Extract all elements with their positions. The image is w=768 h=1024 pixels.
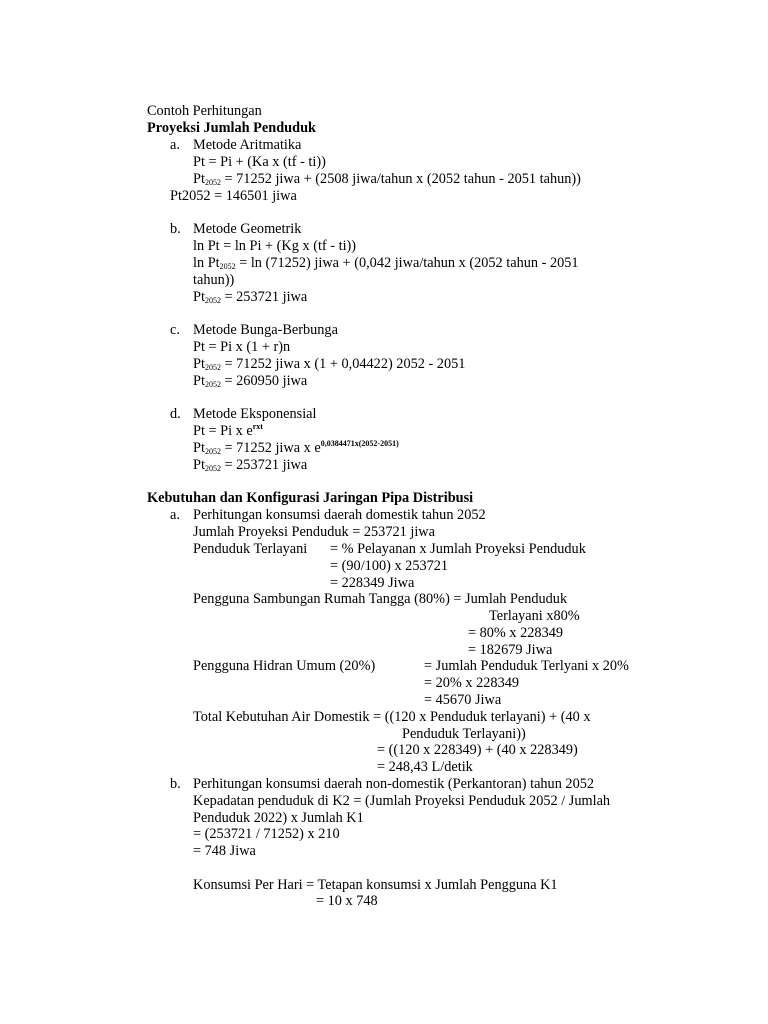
domestic-line-1: Jumlah Proyeksi Penduduk = 253721 jiwa — [193, 524, 435, 540]
formula-arithmetic: Pt = Pi + (Ka x (tf - ti)) — [193, 154, 326, 170]
nondomestic-line-2: Penduduk 2022) x Jumlah K1 — [193, 810, 364, 826]
formula-compound: Pt = Pi x (1 + r)n — [193, 339, 291, 355]
domestic-line-6: Terlayani x80% — [489, 608, 580, 624]
domestic-line-14: = ((120 x 228349) + (40 x 228349) — [377, 742, 578, 758]
nondomestic-title: Perhitungan konsumsi daerah non-domestik (Perkantoran) tahun 2052 — [193, 776, 595, 792]
list-label-a: a. — [170, 137, 180, 153]
domestic-title: Perhitungan konsumsi daerah domestik tahun 2052 — [193, 507, 486, 523]
domestic-line-10: = 20% x 228349 — [424, 675, 520, 691]
result-geometric: $Pt_{2052} = 253721$ jiwa — [193, 289, 308, 305]
list-label-c: c. — [170, 322, 180, 338]
nondomestic-line-1: Kepadatan penduduk di K2 = (Jumlah Proyeksi Penduduk 2052 / Jumlah — [193, 793, 611, 809]
domestic-line-9a: Pengguna Hidran Umum (20%) — [193, 658, 376, 674]
domestic-line-7: = 80% x 228349 — [468, 625, 564, 641]
method-title-compound: Metode Bunga-Berbunga — [193, 322, 338, 338]
domestic-line-11: = 45670 Jiwa — [424, 692, 502, 708]
calc-geometric-cont: tahun)) — [193, 272, 235, 288]
section-heading-distribution: Kebutuhan dan Konfigurasi Jaringan Pipa Distribusi — [147, 490, 474, 506]
domestic-line-2b: = % Pelayanan x Jumlah Proyeksi Penduduk — [330, 541, 586, 557]
domestic-line-3: = (90/100) x 253721 — [330, 558, 449, 574]
domestic-line-2a: Penduduk Terlayani — [193, 541, 308, 557]
list-label-d: d. — [170, 406, 181, 422]
calc-geometric: $\ln Pt_{2052} = \ln (71252)$ jiwa + (0,042 jiwa/tahun x (2052 tahun - 2051 — [193, 255, 579, 271]
method-title-exponential: Metode Eksponensial — [193, 406, 317, 422]
domestic-line-4: = 228349 Jiwa — [330, 575, 415, 591]
domestic-line-15: = 248,43 L/detik — [377, 759, 473, 775]
method-title-geometric: Metode Geometrik — [193, 221, 302, 237]
nondomestic-line-3: = (253721 / 71252) x 210 — [193, 826, 340, 842]
nondomestic-line-6: = 10 x 748 — [316, 893, 378, 909]
result-arithmetic: Pt2052 = 146501 jiwa — [170, 188, 297, 204]
nondomestic-line-5: Konsumsi Per Hari = Tetapan konsumsi x Jumlah Pengguna K1 — [193, 877, 558, 893]
domestic-line-8: = 182679 Jiwa — [468, 642, 553, 658]
result-exponential: $Pt_{2052} = 253721$ jiwa — [193, 457, 308, 473]
intro-text: Contoh Perhitungan — [147, 103, 262, 119]
method-title-arithmetic: Metode Aritmatika — [193, 137, 302, 153]
list-label-2a: a. — [170, 507, 180, 523]
calc-compound: $Pt_{2052} = 71252$ jiwa x (1 + 0,04422) 2052 - 2051 — [193, 356, 466, 372]
domestic-line-5: Pengguna Sambungan Rumah Tangga (80%) = Jumlah Penduduk — [193, 591, 568, 607]
nondomestic-line-4: = 748 Jiwa — [193, 843, 256, 859]
calc-exponential: $Pt_{2052} = 71252$ jiwa x $e^{0,0384471x(2052-2051)}$ — [193, 439, 399, 456]
domestic-line-13: Penduduk Terlayani)) — [402, 726, 526, 742]
formula-geometric: ln Pt = ln Pi + (Kg x (tf - ti)) — [193, 238, 357, 254]
section-heading-population: Proyeksi Jumlah Penduduk — [147, 120, 316, 136]
domestic-line-9b: = Jumlah Penduduk Terlyani x 20% — [424, 658, 629, 674]
formula-exponential: Pt = Pi x $e^{rxt}$ — [193, 422, 263, 439]
list-label-2b: b. — [170, 776, 181, 792]
domestic-line-12: Total Kebutuhan Air Domestik = ((120 x Penduduk terlayani) + (40 x — [193, 709, 591, 725]
result-compound: $Pt_{2052} = 260950$ jiwa — [193, 373, 308, 389]
list-label-b: b. — [170, 221, 181, 237]
calc-arithmetic: $Pt_{2052} = 71252$ jiwa + (2508 jiwa/tahun x (2052 tahun - 2051 tahun)) — [193, 171, 581, 187]
